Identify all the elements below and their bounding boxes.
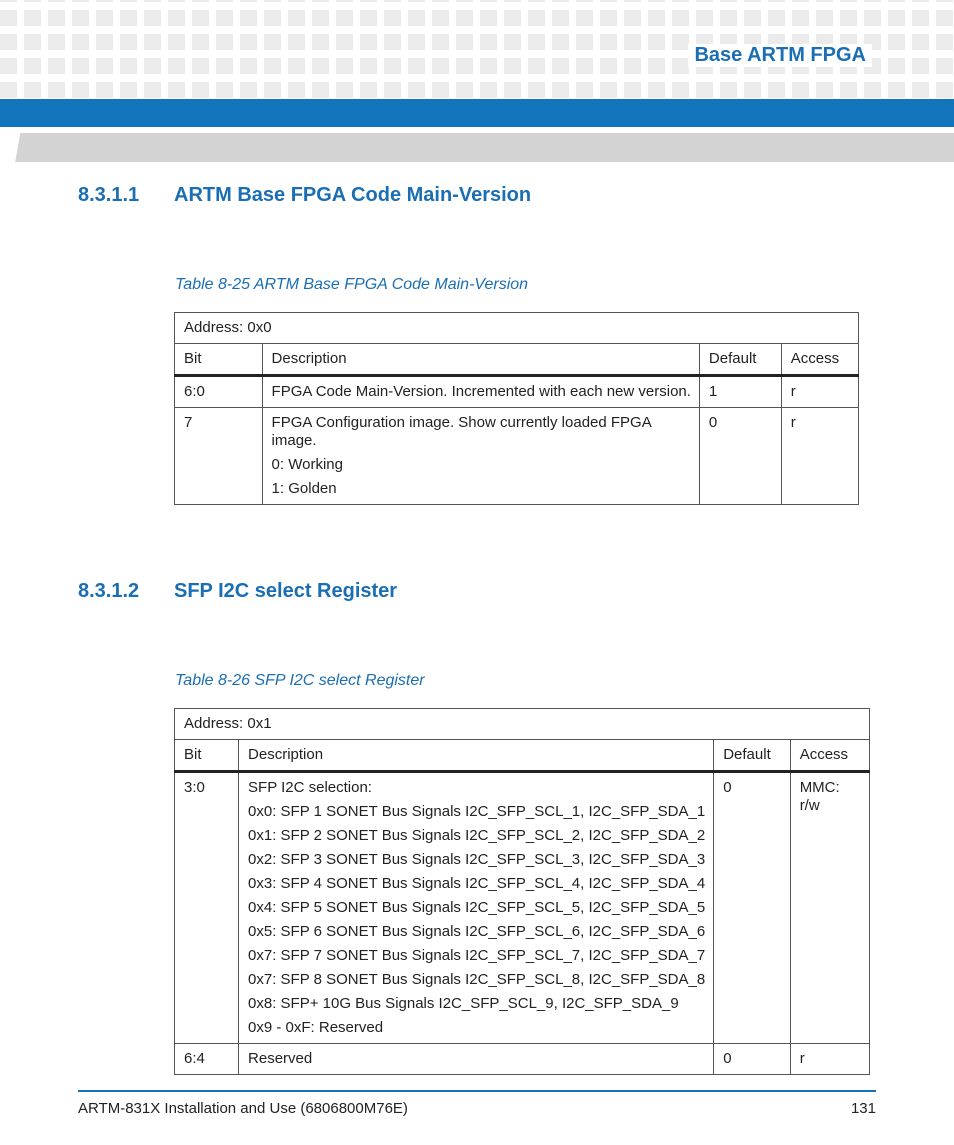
bit-cell: 6:0 — [175, 376, 263, 408]
bit-cell: 7 — [175, 408, 263, 505]
table-address-row — [175, 313, 859, 344]
description-line: 0x3: SFP 4 SONET Bus Signals I2C_SFP_SCL_4, I2C_SFP_SDA_4 — [248, 875, 706, 892]
page-number: 131 — [850, 1100, 876, 1117]
header-bit: Bit — [175, 344, 263, 376]
table-caption-8-26: Table 8-26 SFP I2C select Register — [175, 672, 425, 689]
section-heading-8-3-1-2 — [78, 580, 397, 603]
description-line: 0x9 - 0xF: Reserved — [248, 1019, 384, 1036]
description-line: 0x1: SFP 2 SONET Bus Signals I2C_SFP_SCL_2, I2C_SFP_SDA_2 — [248, 827, 706, 844]
access-cell: r — [781, 408, 858, 505]
access-cell: MMC: r/w — [790, 772, 869, 1044]
access-cell: r — [790, 1044, 869, 1075]
description-line: 0x2: SFP 3 SONET Bus Signals I2C_SFP_SCL_3, I2C_SFP_SDA_3 — [248, 851, 706, 868]
description-line: 0x0: SFP 1 SONET Bus Signals I2C_SFP_SCL_1, I2C_SFP_SDA_1 — [248, 803, 706, 820]
default-cell: 0 — [699, 408, 781, 505]
table-row — [175, 772, 870, 1044]
access-cell: r — [781, 376, 858, 408]
description-line: 0: Working — [271, 456, 343, 473]
section-number: 8.3.1.2 — [78, 580, 140, 602]
header-default: Default — [699, 344, 781, 376]
table-header-row — [175, 344, 859, 376]
description-line: SFP I2C selection: — [248, 779, 372, 796]
header-default: Default — [714, 740, 790, 772]
section-title: SFP I2C select Register — [174, 580, 398, 602]
header-bit: Bit — [175, 740, 239, 772]
description-line: 0x8: SFP+ 10G Bus Signals I2C_SFP_SCL_9, I2C_SFP_SDA_9 — [248, 995, 679, 1012]
address-cell: Address: 0x0 — [175, 313, 859, 344]
description-line: 0x7: SFP 7 SONET Bus Signals I2C_SFP_SCL_7, I2C_SFP_SDA_7 — [248, 947, 706, 964]
bit-cell: 3:0 — [175, 772, 239, 1044]
description-cell — [262, 408, 699, 505]
default-cell: 0 — [714, 1044, 790, 1075]
description-line: 0x4: SFP 5 SONET Bus Signals I2C_SFP_SCL_5, I2C_SFP_SDA_5 — [248, 899, 706, 916]
description-line: FPGA Configuration image. Show currently loaded FPGA image. — [271, 414, 651, 449]
header-description: Description — [262, 344, 699, 376]
default-cell: 0 — [714, 772, 790, 1044]
description-line: 1: Golden — [271, 480, 337, 497]
register-table-8-26 — [174, 708, 870, 1075]
description-cell — [239, 1044, 714, 1075]
header-blue-bar — [0, 99, 954, 127]
header-access: Access — [781, 344, 858, 376]
default-cell: 1 — [699, 376, 781, 408]
description-line: Reserved — [248, 1050, 313, 1067]
description-cell — [262, 376, 699, 408]
description-cell — [239, 772, 714, 1044]
table-header-row — [175, 740, 870, 772]
footer-rule — [78, 1090, 876, 1092]
description-line: 0x5: SFP 6 SONET Bus Signals I2C_SFP_SCL_6, I2C_SFP_SDA_6 — [248, 923, 706, 940]
table-address-row — [175, 709, 870, 740]
address-cell: Address: 0x1 — [175, 709, 870, 740]
footer-document-title: ARTM-831X Installation and Use (6806800M76E) — [78, 1100, 408, 1117]
header-access: Access — [790, 740, 869, 772]
section-number: 8.3.1.1 — [78, 184, 140, 206]
section-heading-8-3-1-1 — [78, 184, 531, 207]
table-row — [175, 376, 859, 408]
register-table-8-25 — [174, 312, 859, 505]
description-line: 0x7: SFP 8 SONET Bus Signals I2C_SFP_SCL_8, I2C_SFP_SDA_8 — [248, 971, 706, 988]
header-gray-bar — [0, 133, 954, 162]
bit-cell: 6:4 — [175, 1044, 239, 1075]
description-line: FPGA Code Main-Version. Incremented with each new version. — [271, 383, 691, 400]
table-caption-8-25: Table 8-25 ARTM Base FPGA Code Main-Version — [175, 276, 529, 293]
header-description: Description — [239, 740, 714, 772]
running-header-title: Base ARTM FPGA — [688, 44, 872, 67]
table-row — [175, 408, 859, 505]
table-row — [175, 1044, 870, 1075]
section-title: ARTM Base FPGA Code Main-Version — [174, 184, 532, 206]
